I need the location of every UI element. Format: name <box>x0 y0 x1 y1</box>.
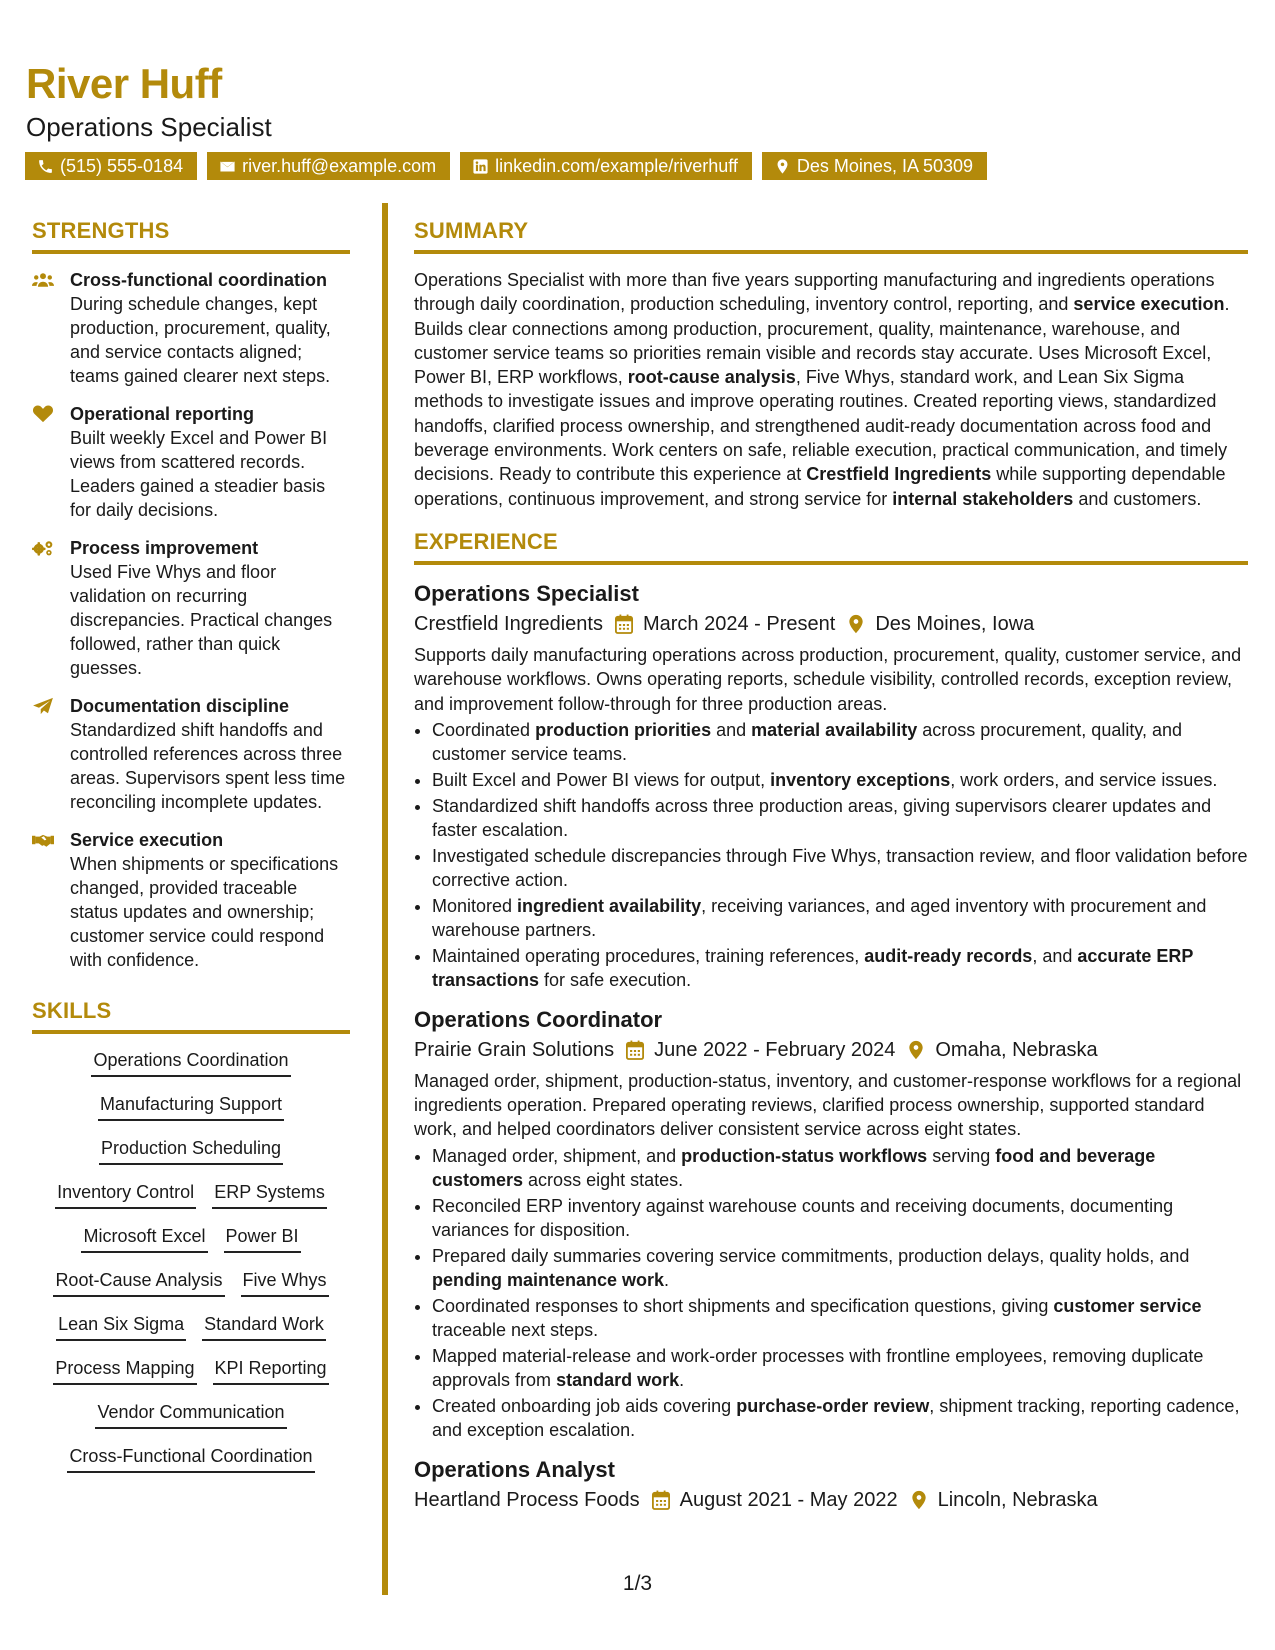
map-pin-icon <box>910 1490 928 1510</box>
job-entry <box>414 1455 1248 1515</box>
job-description: Managed order, shipment, production-status, inventory, and customer-response workflows for a regional ingredients operation. Prepared operating reviews, clarified process ownership, supported standard work, and helped coordinators deliver consistent service across eight states. <box>414 1070 1242 1140</box>
contact-phone[interactable] <box>25 152 197 180</box>
skills-heading: SKILLS <box>32 998 350 1034</box>
strength-item <box>32 536 350 680</box>
skill-tag: Manufacturing Support <box>98 1092 284 1121</box>
strength-title: Documentation discipline <box>70 696 290 716</box>
text-run: , work orders, and service issues. <box>950 769 1218 790</box>
text-run: Maintained operating procedures, training references, <box>432 946 865 967</box>
bold-text: production-status workflows <box>681 1145 928 1166</box>
bold-text: production priorities <box>535 719 712 740</box>
contact-email[interactable] <box>207 152 450 180</box>
skill-tag: Lean Six Sigma <box>56 1312 186 1341</box>
text-run: Investigated schedule discrepancies through Five Whys, transaction review, and floor validation before corrective action. <box>432 845 1248 891</box>
job-bullet <box>432 1294 1248 1343</box>
bold-text: customer service <box>1053 1295 1202 1316</box>
skill-tag: Operations Coordination <box>91 1048 290 1077</box>
job-title: Operations Analyst <box>414 1456 615 1482</box>
bold-text: audit-ready records <box>864 946 1033 967</box>
text-run: , receiving variances, and aged inventory with procurement and warehouse partners. <box>432 895 1207 941</box>
job-bullets <box>414 718 1248 993</box>
job-company: Heartland Process Foods <box>414 1488 640 1511</box>
skill-tag: Cross-Functional Coordination <box>67 1444 314 1473</box>
skills-list <box>32 1048 350 1473</box>
bold-text: Crestfield Ingredients <box>806 464 992 485</box>
skill-tag: Standard Work <box>202 1312 326 1341</box>
text-run: , and <box>1032 946 1078 967</box>
job-meta <box>414 1485 1248 1515</box>
users-icon <box>32 271 54 289</box>
map-pin-icon <box>774 158 791 175</box>
bold-text: pending maintenance work <box>432 1270 665 1290</box>
bold-text: food and beverage customers <box>432 1145 1156 1190</box>
summary-heading: SUMMARY <box>414 218 1248 254</box>
candidate-title: Operations Specialist <box>26 112 272 142</box>
contact-linkedin-text: linkedin.com/example/riverhuff <box>495 156 738 176</box>
page-number: 1/3 <box>622 1572 653 1595</box>
job-location: Omaha, Nebraska <box>935 1038 1098 1061</box>
job-description: Supports daily manufacturing operations across production, procurement, quality, customer service, and warehouse workflows. Owns operating reports, schedule visibility, controlled records, exception review, and improvement follow-through for three production areas. <box>414 644 1242 714</box>
summary-text <box>414 268 1248 511</box>
job-meta <box>414 609 1248 639</box>
job-dates: March 2024 - Present <box>642 612 836 635</box>
skill-tag: KPI Reporting <box>213 1356 329 1385</box>
contact-email-text: river.huff@example.com <box>242 156 437 176</box>
bold-text: root-cause analysis <box>627 367 796 388</box>
map-pin-icon <box>907 1040 925 1060</box>
job-bullet <box>432 1344 1248 1393</box>
text-run: Reconciled ERP inventory against warehouse counts and receiving documents, documenting variances for disposition. <box>432 1195 1174 1240</box>
right-column <box>414 218 1248 1527</box>
text-run: serving <box>927 1145 996 1166</box>
text-run: Coordinated <box>432 719 536 740</box>
job-company: Prairie Grain Solutions <box>414 1038 615 1061</box>
bold-text: purchase-order review <box>736 1395 930 1416</box>
skill-tag: Inventory Control <box>55 1180 196 1209</box>
bold-text: ingredient availability <box>517 895 702 916</box>
strength-title: Process improvement <box>70 538 259 558</box>
text-run: , Five Whys, standard work, and Lean Six Sigma methods to investigate issues and improve operating routines. Created reporting views, standardized handoffs, clarified process ownership, and strengthened audit-ready documentation across food and beverage environments. Work centers on safe, reliable execution, practical communication, and timely decisions. Ready to contribute this experience at <box>414 367 1228 485</box>
contact-bar <box>25 152 987 180</box>
column-divider <box>382 203 388 1595</box>
job-company: Crestfield Ingredients <box>414 612 603 635</box>
map-pin-icon <box>847 614 865 634</box>
bold-text: material availability <box>751 719 918 740</box>
text-run: across procurement, quality, and customer service teams. <box>432 719 1183 765</box>
text-run: Monitored <box>432 895 518 916</box>
text-run: Operations Specialist with more than five years supporting manufacturing and ingredients operations through daily coordination, production scheduling, inventory control, reporting, and <box>414 270 1215 315</box>
text-run: , shipment tracking, reporting cadence, and exception escalation. <box>432 1395 1240 1441</box>
bold-text: standard work <box>556 1370 680 1391</box>
job-bullet <box>432 1394 1248 1443</box>
strength-desc: Used Five Whys and floor validation on recurring discrepancies. Practical changes followed, rather than quick guesses. <box>70 562 333 678</box>
strength-item <box>32 828 350 972</box>
text-run: Managed order, shipment, and <box>432 1145 682 1166</box>
calendar-icon <box>626 1040 644 1060</box>
text-run: across eight states. <box>523 1169 684 1190</box>
text-run: Standardized shift handoffs across three production areas, giving supervisors clearer updates and faster escalation. <box>432 795 1212 841</box>
text-run: Prepared daily summaries covering service commitments, production delays, quality holds, and <box>432 1245 1190 1266</box>
job-bullet <box>432 1144 1248 1193</box>
phone-icon <box>37 158 54 175</box>
job-location: Lincoln, Nebraska <box>937 1488 1098 1511</box>
strength-title: Cross-functional coordination <box>70 270 328 290</box>
strength-title: Service execution <box>70 830 224 850</box>
job-title: Operations Specialist <box>414 580 639 606</box>
text-run: Created onboarding job aids covering <box>432 1395 737 1416</box>
text-run: while supporting dependable operations, continuous improvement, and strong service for <box>414 464 1226 509</box>
job-entry <box>414 579 1248 993</box>
strength-item <box>32 402 350 522</box>
text-run: Built Excel and Power BI views for output, <box>432 769 771 790</box>
strength-desc: When shipments or specifications changed, provided traceable status updates and ownership; customer service could respond with confidence. <box>70 854 339 970</box>
gears-icon <box>32 539 54 557</box>
text-run: . <box>679 1370 685 1391</box>
job-bullets <box>414 1144 1248 1443</box>
skill-tag: Microsoft Excel <box>81 1224 207 1253</box>
paper-plane-icon <box>32 697 54 715</box>
strength-title: Operational reporting <box>70 404 255 424</box>
skill-tag: Five Whys <box>241 1268 329 1297</box>
calendar-icon <box>615 614 633 634</box>
job-meta <box>414 1035 1248 1065</box>
strength-item <box>32 694 350 814</box>
job-bullet <box>432 1194 1248 1243</box>
job-bullet <box>432 768 1248 792</box>
strength-desc: During schedule changes, kept production, procurement, quality, and service contacts aligned; teams gained clearer next steps. <box>70 294 331 386</box>
strength-desc: Standardized shift handoffs and controlled references across three areas. Supervisors spent less time reconciling incomplete updates. <box>70 720 346 812</box>
envelope-icon <box>219 158 236 175</box>
handshake-icon <box>32 831 54 849</box>
experience-heading: EXPERIENCE <box>414 529 1248 565</box>
candidate-name: River Huff <box>26 60 222 107</box>
text-run: Coordinated responses to short shipments and specification questions, giving <box>432 1295 1054 1316</box>
job-location: Des Moines, Iowa <box>875 612 1035 635</box>
bold-text: accurate ERP transactions <box>432 946 1194 991</box>
job-bullet <box>432 1244 1248 1293</box>
job-dates: August 2021 - May 2022 <box>679 1488 898 1511</box>
text-run: and customers. <box>1073 488 1202 509</box>
job-bullet <box>432 894 1248 943</box>
text-run: . Builds clear connections among production, procurement, quality, maintenance, warehouse, and customer service teams so priorities remain visible and records stay accurate. Uses Microsoft Excel, Power BI, ERP workflows, <box>414 294 1230 388</box>
strength-item <box>32 268 350 388</box>
job-bullet <box>432 944 1248 993</box>
skill-tag: Production Scheduling <box>99 1136 283 1165</box>
contact-linkedin[interactable] <box>460 152 752 180</box>
experience-list <box>414 579 1248 1515</box>
skill-tag: Process Mapping <box>53 1356 196 1385</box>
job-entry <box>414 1005 1248 1443</box>
skill-tag: Power BI <box>224 1224 301 1253</box>
job-bullet <box>432 718 1248 767</box>
skill-tag: Vendor Communication <box>95 1400 286 1429</box>
job-dates: June 2022 - February 2024 <box>654 1038 896 1061</box>
skill-tag: ERP Systems <box>212 1180 327 1209</box>
text-run: . <box>664 1270 670 1290</box>
text-run: Mapped material-release and work-order processes with frontline employees, removing duplicate approvals from <box>432 1345 1204 1391</box>
text-run: for safe execution. <box>539 970 692 991</box>
strength-desc: Built weekly Excel and Power BI views from scattered records. Leaders gained a steadier basis for daily decisions. <box>70 428 328 520</box>
heart-icon <box>32 405 54 423</box>
contact-phone-text: (515) 555-0184 <box>60 156 184 176</box>
job-bullet <box>432 794 1248 843</box>
skill-tag: Root-Cause Analysis <box>53 1268 224 1297</box>
bold-text: service execution <box>1073 294 1225 315</box>
job-bullet <box>432 844 1248 893</box>
job-title: Operations Coordinator <box>414 1006 663 1032</box>
left-column <box>32 218 350 1488</box>
strengths-heading: STRENGTHS <box>32 218 350 254</box>
bold-text: inventory exceptions <box>770 769 951 790</box>
contact-location-text: Des Moines, IA 50309 <box>796 156 974 176</box>
calendar-icon <box>652 1490 670 1510</box>
bold-text: internal stakeholders <box>892 488 1074 509</box>
contact-location[interactable] <box>762 152 987 180</box>
linkedin-icon <box>472 158 489 175</box>
text-run: and <box>711 719 752 740</box>
text-run: traceable next steps. <box>432 1320 599 1341</box>
